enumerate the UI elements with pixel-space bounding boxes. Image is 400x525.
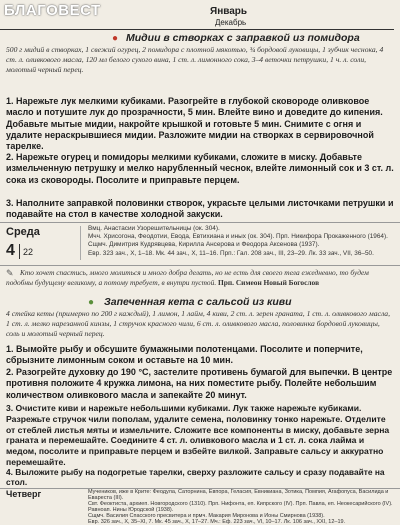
recipe-step-2: 2. Нарежьте огурец и помидоры мелкими кубиками, сложите в миску. Добавьте измельченную петрушку и мелко нарубленный чеснок, влейте лимонный сок и 3 ст. л. сока из сковороды. Посолите и приправьте перцем. (6, 152, 394, 185)
recipe-title: Мидии в створках с заправкой из помидора (126, 32, 360, 44)
recipe-title: Запеченная кета с сальсой из киви (104, 296, 292, 308)
day-number: 4 (6, 242, 15, 259)
month-subtitle: Декабрь (215, 18, 247, 27)
day-separator (19, 244, 20, 259)
month-title: Январь (210, 6, 248, 17)
kiwi-icon: ● (88, 297, 95, 308)
recipe-ingredients: 4 стейка кеты (примерно по 200 г каждый), 1 лимон, 1 лайм, 4 киви, 2 ст. л. зерен граната, 1 ст. л. оливкового масла, 1 ст. л. мелко нарезанной кинзы, 1 стручок красного чили, 6 ст. л. оливкового масла, половинка бордовой луковицы, соль и молотый черный перец. (6, 309, 390, 339)
recipe-step-3: 3. Наполните заправкой половинки створок, украсьте целыми листочками петрушки и подавайте на стол в качестве холодной закуски. (6, 198, 394, 220)
recipe-step-4: 4. Выложите рыбу на подогретые тарелки, сверху разложите сальсу и сразу подавайте на стол. (6, 467, 385, 488)
recipe-step-3: 3. Очистите киви и нарежьте небольшими кубиками. Лук также нарежьте кубиками. Разрежьте стручок чили пополам, удалите семена, половинку тонко нарежьте. Отделите от стеблей листья мяты и измельчите. Сложите все компоненты в миску, добавьте зерна граната и перемешайте. Соедините 4 ст. л. оливкового масла и 1 ст. л. сока лайма и медом, посолите и приправьте перцем и взбейте вилкой. Заправьте сальсу и аккуратно перемешайте. (6, 403, 390, 467)
watermark-logo: БЛАГОВЕСТ (4, 2, 101, 19)
day-old-style: 22 (23, 247, 34, 257)
day-name: Среда (6, 226, 40, 238)
quote-author: Прп. Симеон Новый Богослов (218, 278, 320, 287)
recipe-ingredients: 500 г мидий в створках, 1 свежий огурец, 2 помидора с плотной мякотью, ¾ бордовой луковицы, 1 зубчик чеснока, 4 ст. л. оливкового масла, 120 мл белого сухого вина, 1 ст. л. лимонного сока, 3–4 веточки петрушки, 1 ч. л. соли, молотый черный перец. (6, 45, 384, 75)
day-name: Четверг (6, 489, 42, 499)
saints-list: Вмц. Анастасии Узорешительницы (ок. 304). Мчч. Хрисогона, Феодотии, Евода, Евтихиана и иных (ок. 304). Прп. Никифора Прокаженного (1964). Сщмч. Димитрия Кудрявцева, Кирилла Ансерова и Феодора Аксенова (1937). Евр. 323 зач., X, 1–18. Мк. 44 зач., X, 11–16. Прп.: Гал. 208 зач., III, 23–29. Лк. 33 зач., VII, 36–50. (88, 225, 388, 257)
recipe-step-1: 1. Вымойте рыбу и обсушите бумажными полотенцами. Посолите и поперчите, сбрызните лимонным соком и оставьте на 10 мин. (6, 344, 363, 366)
day-divider (80, 226, 81, 260)
recipe-step-1: 1. Нарежьте лук мелкими кубиками. Разогрейте в глубокой сковороде оливковое масло и потушите лук до прозрачности, 5 мин. Влейте вино и доведите до кипения. Добавьте мытые мидии, накройте крышкой и готовьте 5 мин. Снимите с огня и удалите нераскрывшиеся мидии. Разложите мидии на створках в сервировочной тарелке. (6, 96, 383, 152)
tomato-icon: ● (112, 33, 119, 44)
book-icon: ✎ (6, 268, 14, 278)
quote: Кто хочет спастись, много молиться и много добра делать, но не есть для своего тела ежедневно, то будем подобны будущему великому, а потому требует, в внутри пустой. Прп. Симеон Новый Богослов (6, 268, 369, 287)
saints-list: Мучеников, иже в Крите: Феодула, Саторнина, Евпора, Геласия, Евникиана, Зотика, Помпия, Агафопуса, Василида и Евареста (III). Свт. Феоктиста, архиеп. Новгородского (1310). Прп. Нифонта, еп. Кипрского (IV). Прп. Павла, еп. Неокесарийского (IV). Равноап. Нины Юродской (1938). Сщмч. Василия Спасского пресвитера и прмч. Макария Миронова и Ионы Смирнова (1938). Евр. 326 зач., X, 35–XI, 7. Мк. 45 зач., X, 17–27. Мч.: Еф. 223 зач., VI, 10–17. Лк. 106 зач., XXI, 12–19. (88, 489, 393, 525)
recipe-step-2: 2. Разогрейте духовку до 190 °C, застелите противень бумагой для выпечки. В центре противня положите 4 кружка лимона, на них поместите рыбу. Полейте небольшим количеством оливкового масла и запекайте 20 минут. (6, 367, 393, 400)
header-divider (0, 29, 394, 30)
